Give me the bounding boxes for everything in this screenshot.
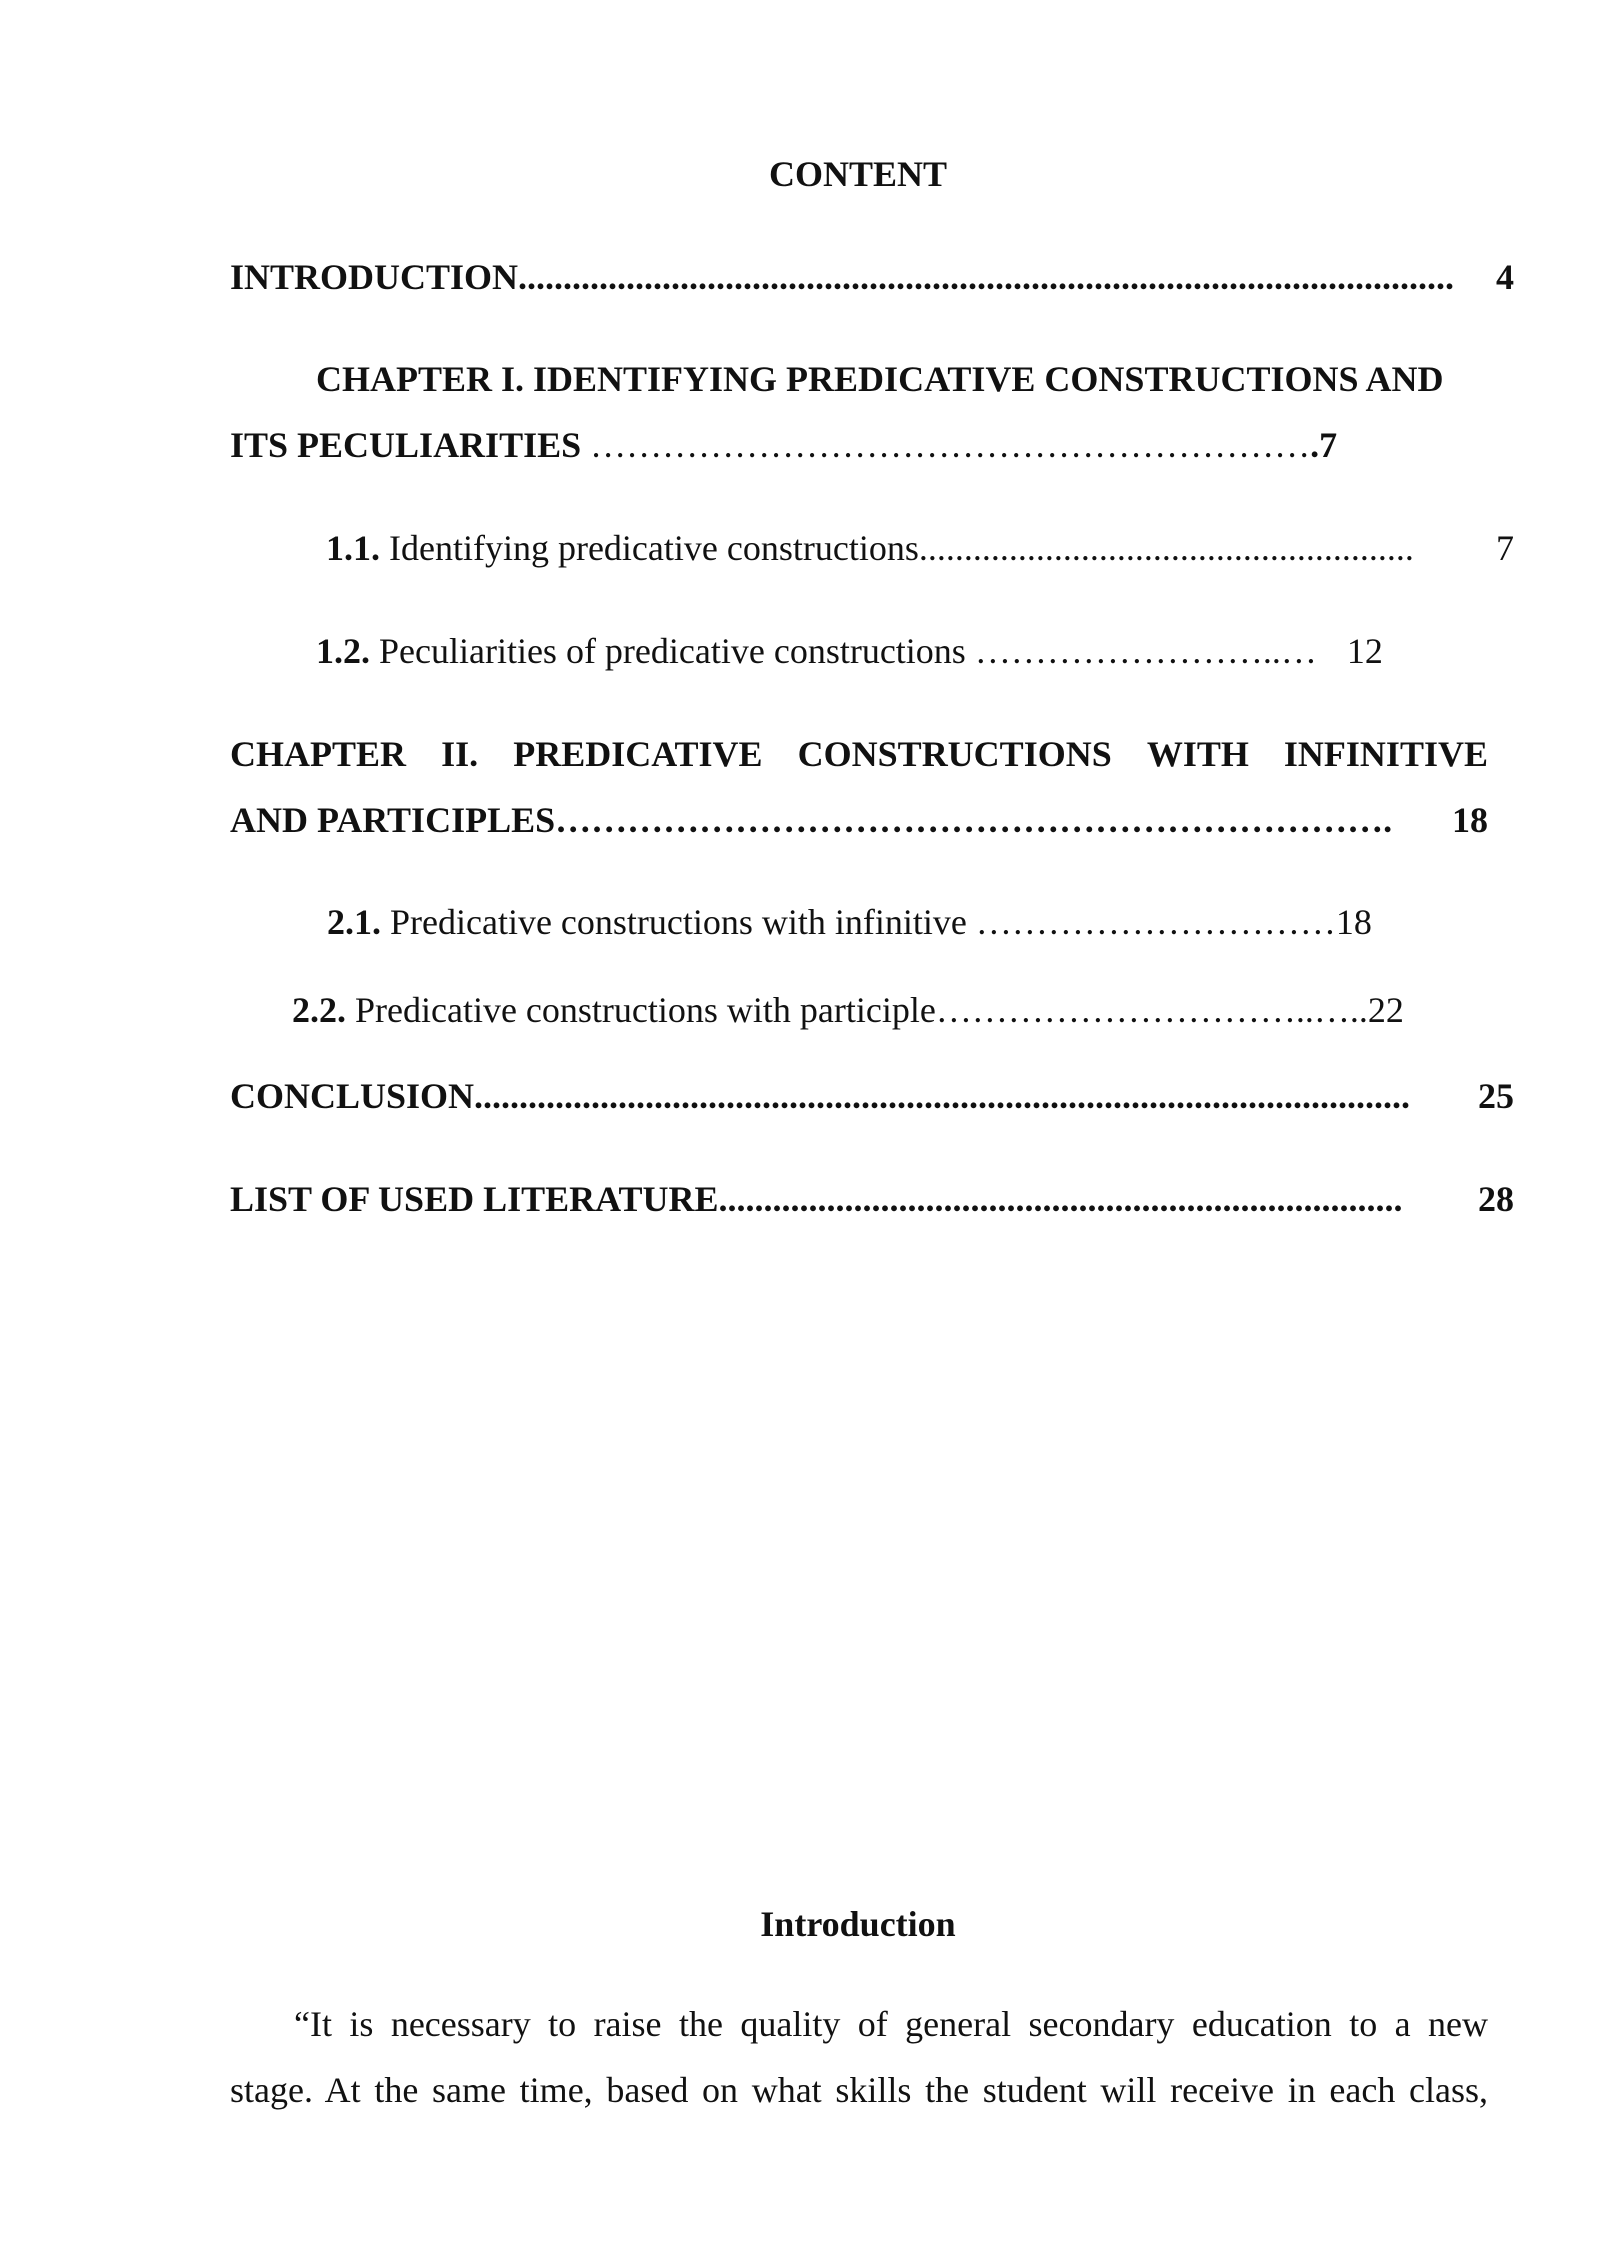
toc-chapter1-title-line2[interactable] <box>230 423 1337 467</box>
toc-entry-label: LIST OF USED LITERATURE <box>230 1179 719 1219</box>
toc-entry-2-2[interactable] <box>292 988 1404 1032</box>
toc-section-title: Identifying predicative constructions <box>380 528 919 568</box>
toc-section-number: 1.2. <box>316 631 370 671</box>
toc-leader-dots: ....................................................... <box>918 528 1414 568</box>
toc-page-number: .7 <box>1310 425 1338 465</box>
toc-page-number: 22 <box>1367 990 1404 1030</box>
toc-word: CHAPTER <box>230 734 407 774</box>
toc-leader-dots: …………………………………………………… <box>581 425 1311 465</box>
toc-entry-1-1[interactable] <box>326 526 1514 570</box>
toc-chapter1-title-line1[interactable]: CHAPTER I. IDENTIFYING PREDICATIVE CONSTRUCTIONS AND <box>316 359 1444 399</box>
toc-page-number: 7 <box>1496 528 1514 568</box>
toc-entry-label: AND PARTICIPLES <box>230 800 556 840</box>
toc-leader-dots: ............................................................................ <box>718 1179 1403 1219</box>
toc-leader-dots: ……………………..… <box>965 631 1317 671</box>
toc-page-number: 25 <box>1469 1076 1514 1116</box>
toc-leader-dots: ……………………………………………………………. <box>555 800 1393 840</box>
toc-section-title: Predicative constructions with infinitive <box>381 902 967 942</box>
toc-page-number: 28 <box>1478 1179 1514 1219</box>
toc-entry-introduction[interactable] <box>230 255 1514 299</box>
toc-chapter2-title-line1[interactable] <box>230 732 1488 776</box>
toc-entry-1-2[interactable] <box>316 629 1383 673</box>
introduction-paragraph-line1: “It is necessary to raise the quality of general secondary education to a new <box>294 2004 1488 2044</box>
toc-page-number: 18 <box>1335 902 1372 942</box>
toc-word: INFINITIVE <box>1283 734 1488 774</box>
toc-entry-label <box>326 526 919 570</box>
toc-word: II. <box>441 734 479 774</box>
toc-word: WITH <box>1146 734 1249 774</box>
toc-leader-dots: ………………………… <box>966 902 1336 942</box>
toc-entry-label: CONCLUSION <box>230 1076 475 1116</box>
toc-word: PREDICATIVE <box>513 734 763 774</box>
toc-page-number: 12 <box>1346 631 1383 671</box>
toc-entry-conclusion[interactable] <box>230 1074 1514 1118</box>
toc-page-number: 4 <box>1496 257 1514 297</box>
toc-section-number: 1.1. <box>326 528 380 568</box>
toc-leader-dots: …………………………..….. <box>935 990 1368 1030</box>
toc-leader-dots: ........................................................................................................ <box>474 1076 1411 1116</box>
toc-page-number: 18 <box>1452 800 1488 840</box>
introduction-paragraph <box>230 1991 1488 2123</box>
toc-section-number: 2.1. <box>327 902 381 942</box>
toc-chapter2-title-line2[interactable] <box>230 798 1488 842</box>
toc-entry-literature[interactable] <box>230 1177 1514 1221</box>
introduction-heading: Introduction <box>760 1904 956 1944</box>
toc-leader-dots: ........................................................................................................ <box>518 257 1455 297</box>
toc-entry-label: INTRODUCTION <box>230 257 519 297</box>
toc-section-title: Predicative constructions with participle <box>346 990 936 1030</box>
toc-entry-2-1[interactable] <box>327 900 1372 944</box>
toc-heading: CONTENT <box>768 154 948 194</box>
toc-entry-label: ITS PECULIARITIES <box>230 425 582 465</box>
introduction-paragraph-line2: stage. At the same time, based on what skills the student will receive in each class, <box>230 2070 1488 2110</box>
toc-word: CONSTRUCTIONS <box>797 734 1112 774</box>
toc-section-number: 2.2. <box>292 990 346 1030</box>
toc-section-title: Peculiarities of predicative constructions <box>370 631 966 671</box>
